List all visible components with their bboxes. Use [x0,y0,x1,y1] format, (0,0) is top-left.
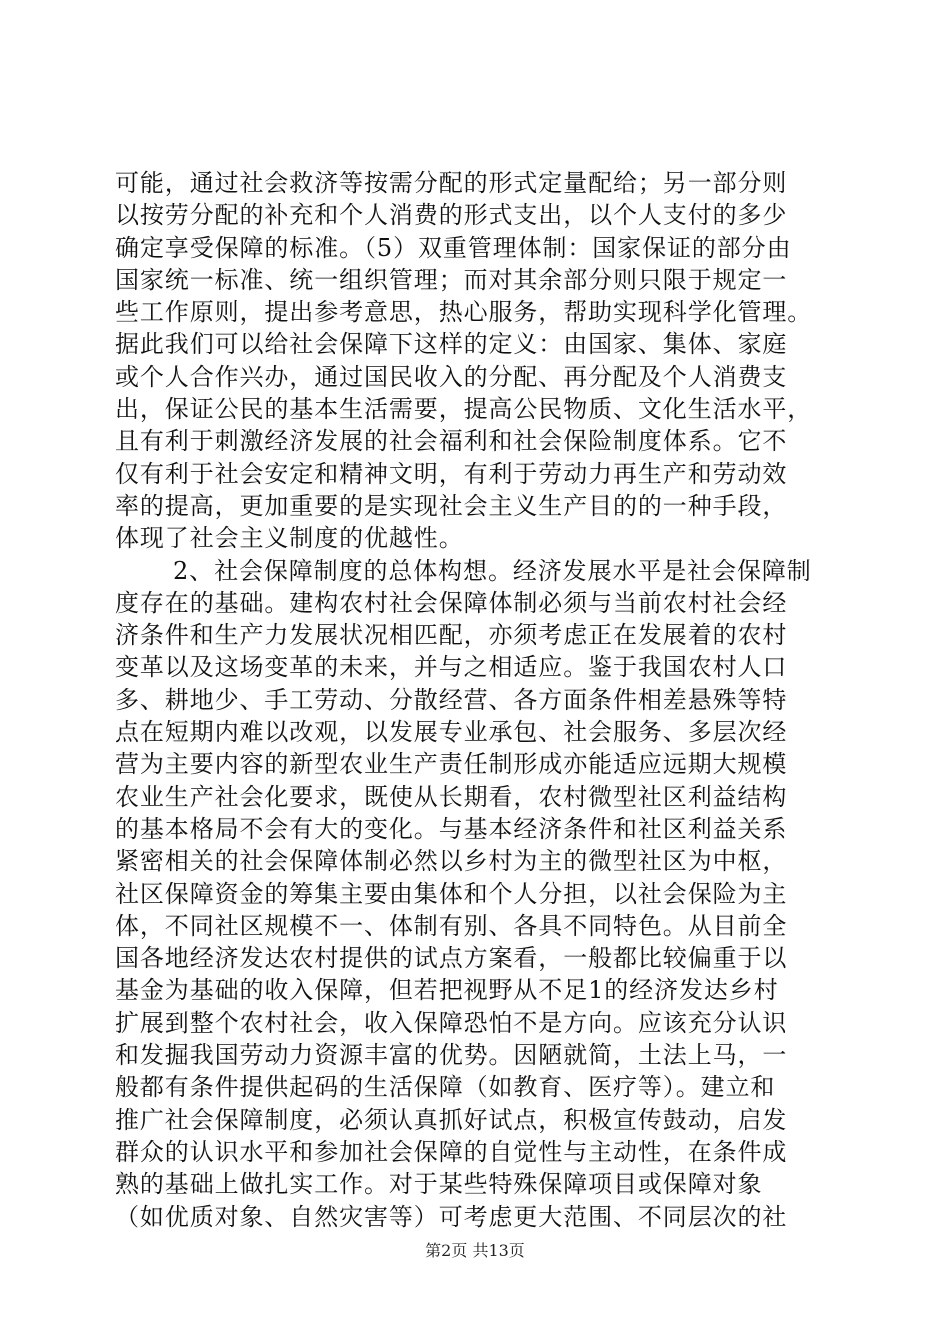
text-line: 国家统一标准、统一组织管理；而对其余部分则只限于规定一 [115,265,788,294]
text-line: 和发掘我国劳动力资源丰富的优势。因陋就简，土法上马，一 [115,1041,788,1070]
text-line: 率的提高，更加重要的是实现社会主义生产目的的一种手段， [115,491,788,520]
text-line: 出，保证公民的基本生活需要，提高公民物质、文化生活水平， [115,395,813,424]
text-line: 以按劳分配的补充和个人消费的形式支出，以个人支付的多少 [115,201,788,230]
text-line: 或个人合作兴办，通过国民收入的分配、再分配及个人消费支 [115,362,788,391]
text-line: 变革以及这场变革的未来，并与之相适应。鉴于我国农村人口 [115,653,788,682]
text-line: 且有利于刺激经济发展的社会福利和社会保险制度体系。它不 [115,427,788,456]
text-line: （如优质对象、自然灾害等）可考虑更大范围、不同层次的社 [115,1202,788,1231]
text-line: 据此我们可以给社会保障下这样的定义：由国家、集体、家庭 [115,330,788,359]
text-line: 营为主要内容的新型农业生产责任制形成亦能适应远期大规模 [115,750,788,779]
text-line: 紧密相关的社会保障体制必然以乡村为主的微型社区为中枢， [115,847,788,876]
page-number: 第2页 共13页 [425,1241,525,1260]
text-line: 些工作原则，提出参考意思，热心服务，帮助实现科学化管理。 [115,298,813,327]
text-line: 仅有利于社会安定和精神文明，有利于劳动力再生产和劳动效 [115,459,788,488]
text-line: 推广社会保障制度，必须认真抓好试点，积极宣传鼓动，启发 [115,1105,788,1134]
text-line: 体现了社会主义制度的优越性。 [115,524,464,553]
text-line: 农业生产社会化要求，既使从长期看，农村微型社区利益结构 [115,782,788,811]
text-line: 熟的基础上做扎实工作。对于某些特殊保障项目或保障对象 [115,1170,763,1199]
text-line: 可能，通过社会救济等按需分配的形式定量配给；另一部分则 [115,169,788,197]
text-line: 扩展到整个农村社会，收入保障恐怕不是方向。应该充分认识 [115,1008,788,1037]
text-line: 般都有条件提供起码的生活保障（如教育、医疗等）。建立和 [115,1073,776,1102]
text-line: 点在短期内难以改观，以发展专业承包、社会服务、多层次经 [115,718,788,747]
text-line: 群众的认识水平和参加社会保障的自觉性与主动性，在条件成 [115,1137,788,1166]
text-line: 国各地经济发达农村提供的试点方案看，一般都比较偏重于以 [115,944,788,973]
paragraph-start-line: 2、社会保障制度的总体构想。经济发展水平是社会保障制 [173,556,812,585]
text-line: 基金为基础的收入保障，但若把视野从不足1的经济发达乡村 [115,976,779,1005]
page-footer [0,1241,950,1261]
text-line: 社区保障资金的筹集主要由集体和个人分担，以社会保险为主 [115,879,788,908]
body-text [115,167,835,1233]
text-line: 多、耕地少、手工劳动、分散经营、各方面条件相差悬殊等特 [115,685,788,714]
text-line: 济条件和生产力发展状况相匹配，亦须考虑正在发展着的农村 [115,621,788,650]
text-line: 确定享受保障的标准。（5）双重管理体制：国家保证的部分由 [115,233,792,262]
text-line: 度存在的基础。建构农村社会保障体制必须与当前农村社会经 [115,588,788,617]
text-line: 体，不同社区规模不一、体制有别、各具不同特色。从目前全 [115,911,788,940]
text-line: 的基本格局不会有大的变化。与基本经济条件和社区利益关系 [115,814,788,843]
